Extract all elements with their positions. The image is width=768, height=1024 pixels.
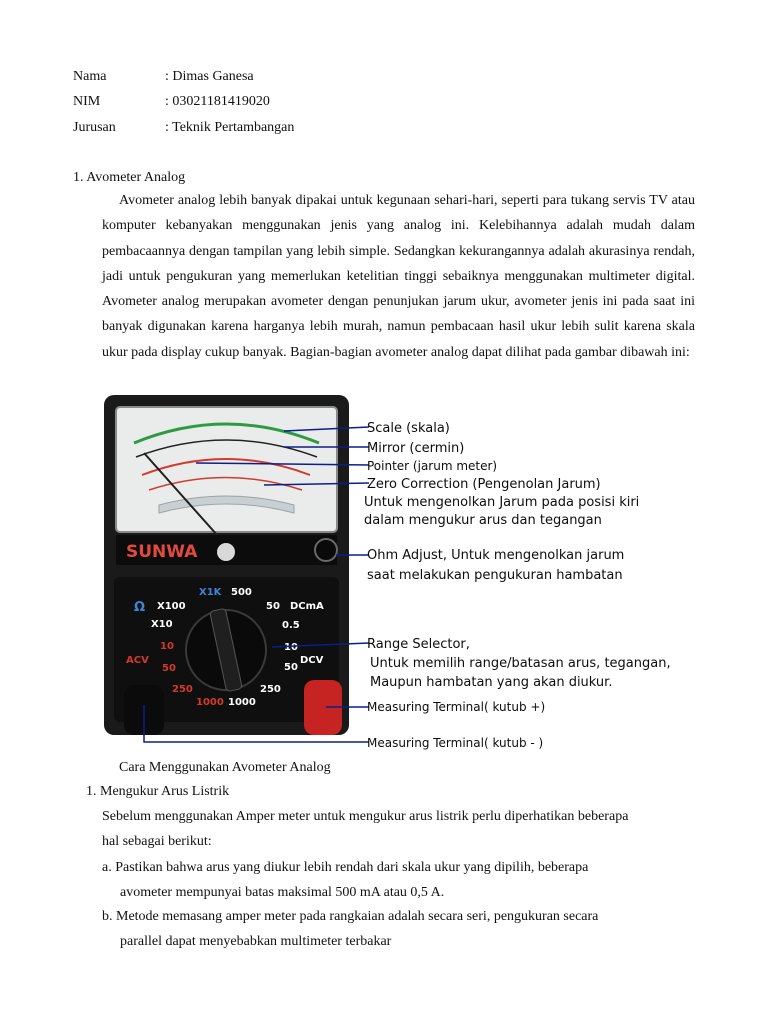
callout-mirror: Mirror (cermin) — [367, 441, 465, 456]
dial-mark: X10 — [151, 619, 173, 630]
header-value: : 03021181419020 — [165, 94, 270, 109]
zero-correction-screw — [217, 543, 235, 561]
dial-mark: ACV — [126, 655, 149, 666]
callout-scale: Scale (skala) — [367, 421, 450, 436]
list-item-b-continued: parallel dapat menyebabkan multimeter terbakar — [120, 934, 392, 949]
callout-terminal-minus: Measuring Terminal( kutub - ) — [367, 736, 544, 750]
callout-range-desc-1: Untuk memilih range/batasan arus, tegangan, — [370, 656, 671, 671]
list-item-a: a. Pastikan bahwa arus yang diukur lebih rendah dari skala ukur yang dipilih, beberapa — [102, 860, 589, 875]
section-title: 1. Avometer Analog — [73, 170, 186, 185]
header-value: : Dimas Ganesa — [165, 69, 254, 84]
ohm-symbol: Ω — [134, 600, 146, 615]
callout-range-selector: Range Selector, — [367, 637, 470, 652]
body-paragraph — [102, 188, 695, 365]
paragraph-text: Avometer analog lebih banyak dipakai untuk kegunaan sehari-hari, seperti para tukang servis TV atau komputer kebanyakan menggunakan jenis yang analog ini. Kelebihannya adalah mudah dalam pembacaannya dengan tampilan yang lebih simple. Sedangkan kekurangannya adalah akurasinya rendah, jadi untuk pengukuran yang memerlukan ketelitian tinggi sebaiknya menggunakan multimeter digital. Avometer analog merupakan avometer dengan penunjukan jarum ukur, avometer jenis ini pada saat ini banyak digunakan karena harganya lebih murah, namun pembacaan hasil ukur lebih sulit karena skala ukur pada display cukup banyak. Bagian-bagian avometer analog dapat dilihat pada gambar dibawah ini: — [102, 193, 695, 360]
dial-mark: DCmA — [290, 601, 324, 612]
callout-zero-desc-1: Untuk mengenolkan Jarum pada posisi kiri — [364, 495, 640, 510]
dial-mark: 500 — [231, 587, 252, 598]
intro-line: hal sebagai berikut: — [102, 834, 212, 849]
meter-display — [116, 407, 337, 532]
dial-mark: 10 — [160, 641, 174, 652]
callout-pointer: Pointer (jarum meter) — [367, 459, 498, 473]
dial-mark: 50 — [162, 663, 176, 674]
header-value: : Teknik Pertambangan — [165, 120, 295, 135]
brand-logo: SUNWA — [126, 542, 198, 562]
callout-range-desc-2: Maupun hambatan yang akan diukur. — [370, 675, 613, 690]
list-item-b: b. Metode memasang amper meter pada rangkaian adalah secara seri, pengukuran secara — [102, 909, 599, 924]
dial-mark: 0.5 — [282, 620, 300, 631]
dial-mark: 250 — [260, 684, 281, 695]
dial-mark: 10 — [284, 642, 298, 653]
header-label: Jurusan — [73, 120, 116, 135]
dial-mark: X1K — [199, 587, 222, 598]
dial-mark: X100 — [157, 601, 186, 612]
dial-mark: 50 — [266, 601, 280, 612]
ohm-adjust-knob — [315, 539, 337, 561]
subsection-title: 1. Mengukur Arus Listrik — [86, 784, 230, 799]
header-label: NIM — [73, 94, 101, 109]
header-label: Nama — [73, 69, 107, 84]
dial-mark: 50 — [284, 662, 298, 673]
list-item-a-continued: avometer mempunyai batas maksimal 500 mA atau 0,5 A. — [120, 885, 445, 900]
dial-mark: 1000 — [196, 697, 224, 708]
avometer-figure — [104, 395, 671, 753]
dial-mark: 1000 — [228, 697, 256, 708]
figure-caption: Cara Menggunakan Avometer Analog — [119, 760, 331, 775]
dial-mark: DCV — [300, 655, 324, 666]
callout-terminal-plus: Measuring Terminal( kutub +) — [367, 700, 546, 714]
callout-zero-desc-2: dalam mengukur arus dan tegangan — [364, 513, 602, 528]
callout-ohm-desc: saat melakukan pengukuran hambatan — [367, 568, 623, 583]
dial-mark: 250 — [172, 684, 193, 695]
callout-zero-correction: Zero Correction (Pengenolan Jarum) — [367, 477, 601, 492]
intro-line: Sebelum menggunakan Amper meter untuk mengukur arus listrik perlu diperhatikan beberapa — [102, 809, 629, 824]
callout-ohm-adjust: Ohm Adjust, Untuk mengenolkan jarum — [367, 548, 625, 563]
